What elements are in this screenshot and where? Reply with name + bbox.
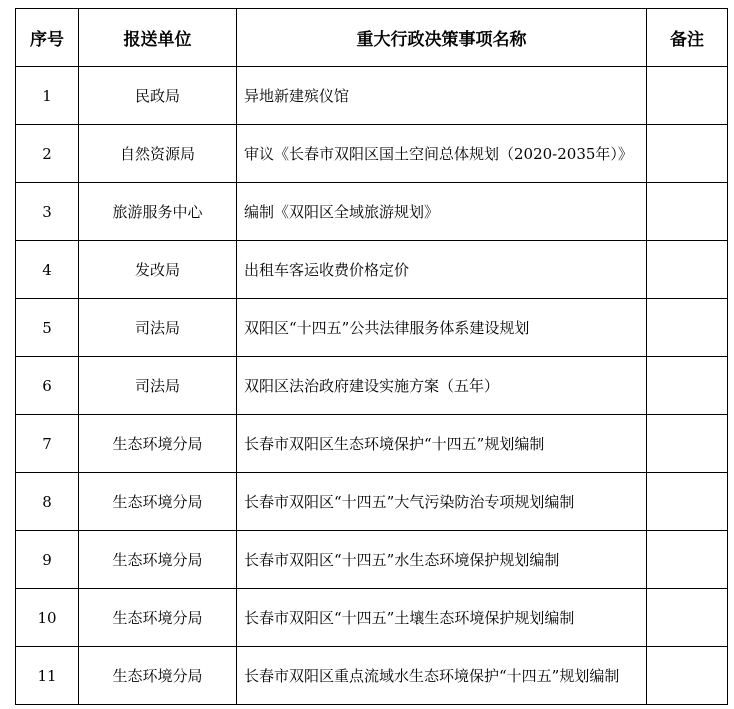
item-name-cell: 长春市双阳区“十四五”大气污染防治专项规划编制 xyxy=(237,473,647,531)
table-row xyxy=(16,241,728,299)
reporting-unit-cell: 司法局 xyxy=(79,299,237,357)
remarks-cell xyxy=(647,647,728,705)
table-row xyxy=(16,415,728,473)
remarks-cell xyxy=(647,183,728,241)
reporting-unit-cell: 旅游服务中心 xyxy=(79,183,237,241)
item-name-cell: 长春市双阳区“十四五”土壤生态环境保护规划编制 xyxy=(237,589,647,647)
remarks-cell xyxy=(647,589,728,647)
table-row xyxy=(16,183,728,241)
reporting-unit-cell: 生态环境分局 xyxy=(79,589,237,647)
table-row xyxy=(16,647,728,705)
reporting-unit-cell: 生态环境分局 xyxy=(79,415,237,473)
item-name-cell: 异地新建殡仪馆 xyxy=(237,67,647,125)
item-name-cell: 长春市双阳区“十四五”水生态环境保护规划编制 xyxy=(237,531,647,589)
item-name-cell: 双阳区法治政府建设实施方案（五年） xyxy=(237,357,647,415)
table-header-row xyxy=(16,9,728,67)
reporting-unit-cell: 生态环境分局 xyxy=(79,473,237,531)
header-item-name: 重大行政决策事项名称 xyxy=(237,9,647,67)
reporting-unit-cell: 发改局 xyxy=(79,241,237,299)
serial-number-cell: 8 xyxy=(16,473,79,531)
item-name-cell: 长春市双阳区重点流域水生态环境保护“十四五”规划编制 xyxy=(237,647,647,705)
item-name-cell: 审议《长春市双阳区国土空间总体规划（2020-2035年）》 xyxy=(237,125,647,183)
item-name-cell: 长春市双阳区生态环境保护“十四五”规划编制 xyxy=(237,415,647,473)
remarks-cell xyxy=(647,415,728,473)
serial-number-cell: 1 xyxy=(16,67,79,125)
remarks-cell xyxy=(647,125,728,183)
serial-number-cell: 4 xyxy=(16,241,79,299)
serial-number-cell: 5 xyxy=(16,299,79,357)
reporting-unit-cell: 生态环境分局 xyxy=(79,531,237,589)
table-row xyxy=(16,125,728,183)
table-row xyxy=(16,589,728,647)
remarks-cell xyxy=(647,67,728,125)
header-serial-number: 序号 xyxy=(16,9,79,67)
serial-number-cell: 7 xyxy=(16,415,79,473)
item-name-cell: 出租车客运收费价格定价 xyxy=(237,241,647,299)
table-row xyxy=(16,473,728,531)
serial-number-cell: 9 xyxy=(16,531,79,589)
decision-items-table xyxy=(15,8,728,705)
remarks-cell xyxy=(647,531,728,589)
remarks-cell xyxy=(647,241,728,299)
serial-number-cell: 3 xyxy=(16,183,79,241)
table-row xyxy=(16,531,728,589)
serial-number-cell: 2 xyxy=(16,125,79,183)
reporting-unit-cell: 自然资源局 xyxy=(79,125,237,183)
remarks-cell xyxy=(647,299,728,357)
table-row xyxy=(16,299,728,357)
reporting-unit-cell: 生态环境分局 xyxy=(79,647,237,705)
remarks-cell xyxy=(647,473,728,531)
header-reporting-unit: 报送单位 xyxy=(79,9,237,67)
serial-number-cell: 6 xyxy=(16,357,79,415)
item-name-cell: 编制《双阳区全域旅游规划》 xyxy=(237,183,647,241)
reporting-unit-cell: 民政局 xyxy=(79,67,237,125)
remarks-cell xyxy=(647,357,728,415)
reporting-unit-cell: 司法局 xyxy=(79,357,237,415)
item-name-cell: 双阳区“十四五”公共法律服务体系建设规划 xyxy=(237,299,647,357)
header-remarks: 备注 xyxy=(647,9,728,67)
table-row xyxy=(16,357,728,415)
serial-number-cell: 10 xyxy=(16,589,79,647)
table-row xyxy=(16,67,728,125)
serial-number-cell: 11 xyxy=(16,647,79,705)
